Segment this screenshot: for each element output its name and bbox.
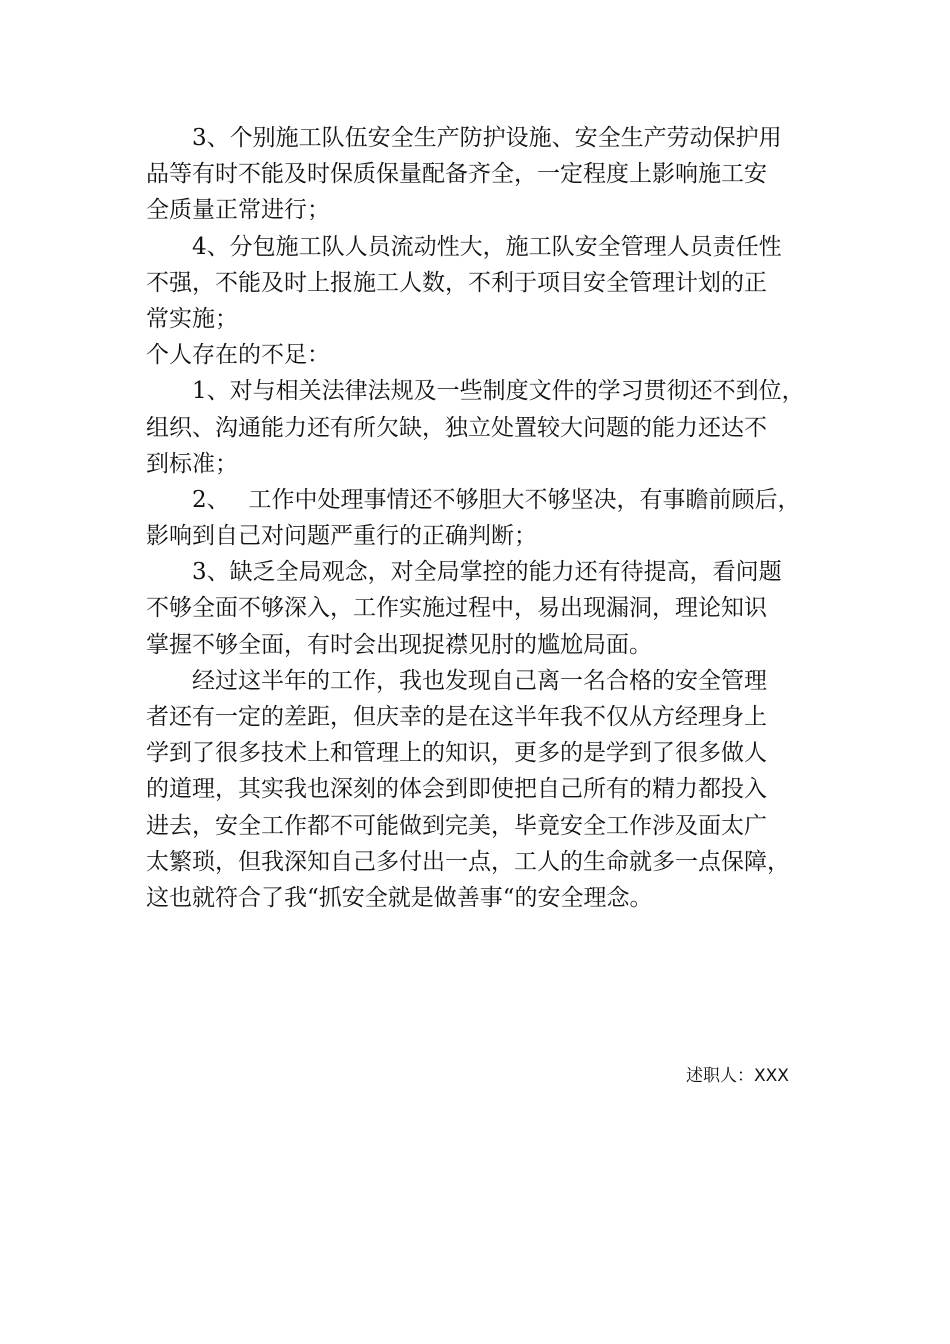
text-line: 的道理，其实我也深刻的体会到即使把自己所有的精力都投入	[146, 776, 767, 803]
signature-label: 述职人：	[686, 1066, 754, 1086]
text-line: 不够全面不够深入，工作实施过程中，易出现漏洞，理论知识	[146, 595, 767, 622]
text-line: 3、个别施工队伍安全生产防护设施、安全生产劳动保护用	[192, 125, 782, 151]
text-line: 不强，不能及时上报施工人数，不利于项目安全管理计划的正	[146, 269, 767, 296]
text-line: 学到了很多技术上和管理上的知识，更多的是学到了很多做人	[146, 740, 767, 767]
text-line: 品等有时不能及时保质保量配备齐全，一定程度上影响施工安	[146, 161, 767, 188]
text-line: 常实施；	[146, 305, 238, 332]
text-line: 这也就符合了我“抓安全就是做善事“的安全理念。	[146, 884, 653, 911]
text-line: 影响到自己对问题严重行的正确判断；	[146, 523, 537, 550]
text-line: 进去，安全工作都不可能做到完美，毕竟安全工作涉及面太广	[146, 812, 767, 839]
text-line: 到标准；	[146, 450, 238, 477]
signature-name: XXX	[754, 1066, 789, 1086]
text-line: 全质量正常进行；	[146, 197, 330, 224]
document-body	[146, 120, 826, 916]
text-line: 经过这半年的工作，我也发现自己离一名合格的安全管理	[192, 667, 767, 694]
text-line: 4、分包施工队人员流动性大，施工队安全管理人员责任性	[192, 233, 782, 260]
text-line: 掌握不够全面，有时会出现捉襟见肘的尴尬局面。	[146, 631, 652, 658]
section-heading: 个人存在的不足：	[146, 342, 330, 369]
text-line: 太繁琐，但我深知自己多付出一点，工人的生命就多一点保障，	[146, 848, 790, 875]
signature	[686, 1062, 789, 1090]
text-line: 组织、沟通能力还有所欠缺，独立处置较大问题的能力还达不	[146, 414, 767, 441]
text-line: 者还有一定的差距，但庆幸的是在这半年我不仅从方经理身上	[146, 704, 767, 730]
text-line: 1、对与相关法律法规及一些制度文件的学习贯彻还不到位，	[192, 378, 805, 405]
text-line: 3、缺乏全局观念，对全局掌控的能力还有待提高，看问题	[192, 559, 782, 586]
text-line: 2、 工作中处理事情还不够胆大不够坚决，有事瞻前顾后，	[192, 486, 801, 513]
